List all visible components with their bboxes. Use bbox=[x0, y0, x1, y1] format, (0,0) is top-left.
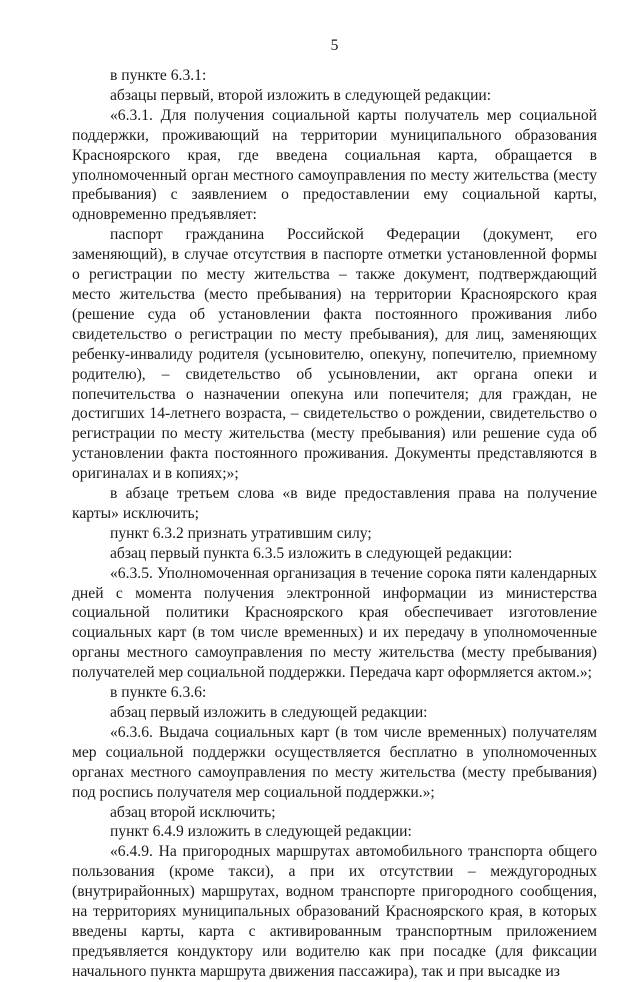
paragraph-item-4: паспорт гражданина Российской Федерации (документ, его заменяющий), в случае отсутствия в паспорте отметки установленной формы о регистрации по месту жительства – также документ, подтверждающий место жительства (место пребывания) на территории Красноярского края (решение суда об установлении факта постоянного проживания либо свидетельство о регистрации по месту пребывания), для лиц, заменяющих ребенку-инвалиду родителя (усыновителю, опекуну, попечителю, приемному родителю), – свидетельство об усыновлении, акт органа опеки и попечительства о назначении опекуна или попечителя; для граждан, не достигших 14-летнего возраста, – свидетельство о рождении, свидетельство о регистрации по месту жительства (месту пребывания) или решение суда об установлении факта постоянного проживания. Документы представляются в оригиналах и в копиях;»; bbox=[72, 226, 597, 483]
document-body bbox=[72, 66, 597, 982]
paragraph-item-3: «6.3.1. Для получения социальной карты получатель мер социальной поддержки, проживающий на территории муниципального образования Красноярского края, где введена социальная карта, обращается в уполномоченный орган местного самоуправления по месту жительства (месту пребывания) с заявлением о предоставлении ему социальной карты, одновременно предъявляет: bbox=[72, 106, 597, 224]
paragraph-item-14: «6.4.9. На пригородных маршрутах автомобильного транспорта общего пользования (кроме такси), а при их отсутствии – междугородных (внутрирайонных) маршрутах, водном транспорте пригородного сообщения, на территориях муниципальных образований Красноярского края, в которых введены карты, карта с активированным транспортным приложением предъявляется кондуктору или водителю как при посадке (для фиксации начального пункта маршрута движения пассажира), так и при высадке из bbox=[72, 843, 597, 980]
paragraph-item-9: в пункте 6.3.6: bbox=[110, 684, 207, 702]
paragraph-item-1: в пункте 6.3.1: bbox=[110, 67, 207, 84]
paragraph-item-6: пункт 6.3.2 признать утратившим силу; bbox=[110, 524, 372, 542]
paragraph-item-10: абзац первый изложить в следующей редакции: bbox=[110, 704, 428, 721]
page-number: 5 bbox=[330, 37, 339, 54]
paragraph-item-11: «6.3.6. Выдача социальных карт (в том числе временных) получателям мер социальной поддержки осуществляется бесплатно в уполномоченных органах местного самоуправления по месту жительства (месту пребывания) под роспись получателя мер социальной поддержки.»; bbox=[72, 723, 597, 801]
paragraph-item-5: в абзаце третьем слова «в виде предоставления права на получение карты» исключить; bbox=[72, 485, 597, 522]
paragraph-item-7: абзац первый пункта 6.3.5 изложить в следующей редакции: bbox=[110, 544, 513, 562]
document-page bbox=[72, 36, 597, 980]
paragraph-item-12: абзац второй исключить; bbox=[110, 803, 276, 821]
paragraph-item-2: абзацы первый, второй изложить в следующей редакции: bbox=[110, 86, 492, 104]
paragraph-item-13: пункт 6.4.9 изложить в следующей редакции: bbox=[110, 823, 412, 841]
paragraph-item-8: «6.3.5. Уполномоченная организация в течение сорока пяти календарных дней с момента получения электронной информации из министерства социальной политики Красноярского края обеспечивает изготовление социальных карт (в том числе временных) и их передачу в уполномоченные органы местного самоуправления по месту жительства (месту пребывания) получателей мер социальной поддержки. Передача карт оформляется актом.»; bbox=[72, 564, 597, 682]
